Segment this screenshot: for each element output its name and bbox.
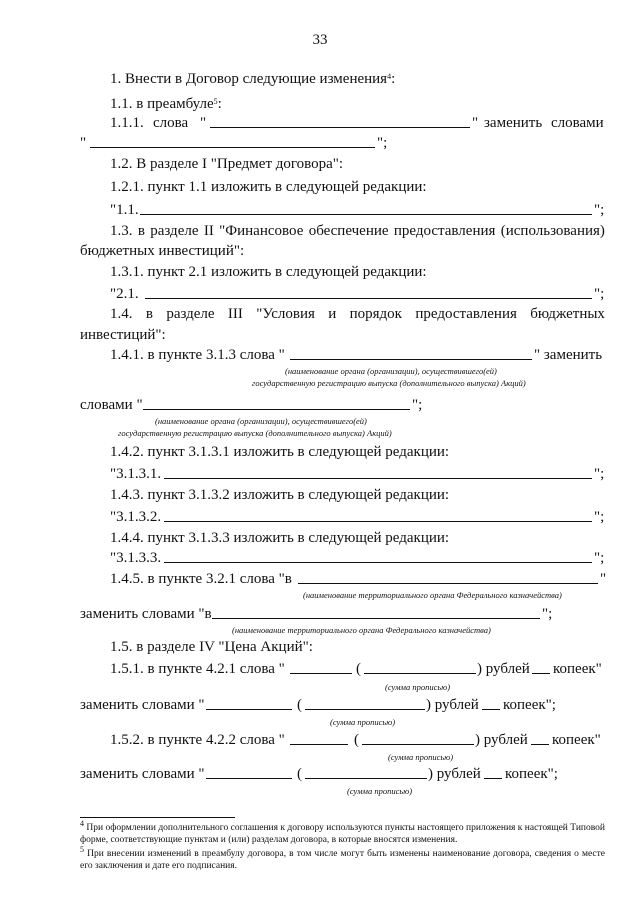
blank-1-1 — [140, 214, 592, 215]
caption-org-1: (наименование органа (организации), осуществившего(ей) — [285, 366, 497, 376]
item-1-5-1-text: 1.5.1. в пункте 4.2.1 слова " — [110, 661, 285, 677]
item-1-4-3 — [110, 486, 449, 504]
quote-open — [200, 114, 206, 132]
item-1-4-1-b — [80, 396, 143, 414]
item-1-3-1 — [110, 263, 427, 281]
item-1-3 — [110, 222, 605, 240]
item-1-1-colon: : — [217, 96, 222, 112]
footnote-5 — [80, 845, 606, 872]
blank-kopecks-1 — [532, 673, 550, 674]
blank-amount-4 — [206, 778, 292, 779]
kopecks-3-text: копеек" — [552, 732, 601, 748]
item-1-4-4-end — [594, 549, 604, 567]
paren-4 — [297, 765, 302, 783]
item-1-4-5-end-char: " — [600, 571, 607, 587]
quote-open-2-char: " — [80, 135, 87, 151]
blank-words-4 — [305, 778, 427, 779]
item-1-3-1-text: 1.3.1. пункт 2.1 изложить в следующей редакции: — [110, 264, 427, 280]
blank-2-1 — [145, 298, 592, 299]
item-1-3-1-value — [110, 285, 139, 303]
item-1-1-1-words: слова — [153, 115, 189, 131]
item-1-5-2-text: 1.5.2. в пункте 4.2.2 слова " — [110, 732, 285, 748]
caption-org-2: государственную регистрацию выпуска (дополнительного выпуска) Акций) — [252, 378, 526, 388]
item-1-4 — [110, 305, 605, 323]
caption-org-4: государственную регистрацию выпуска (дополнительного выпуска) Акций) — [118, 428, 392, 438]
item-1-3-1-end — [594, 285, 604, 303]
blank-old-words — [210, 127, 470, 128]
item-1-4-2-text: 1.4.2. пункт 3.1.3.1 изложить в следующей редакции: — [110, 444, 450, 460]
item-1-text: 1. Внести в Договор следующие изменения — [110, 71, 388, 87]
blank-org-new — [143, 409, 410, 410]
item-1-4-2 — [110, 443, 449, 461]
footnote-4-mark: 4 — [80, 819, 84, 828]
item-1-4-1-b-end — [412, 396, 422, 414]
kopecks-4-text: копеек"; — [505, 766, 558, 782]
item-1-4-1-b-end-text: "; — [412, 397, 423, 413]
item-1 — [110, 70, 395, 88]
blank-treasury-old — [298, 583, 598, 584]
item-1-colon: : — [391, 71, 396, 87]
item-1-4-5-b — [80, 605, 212, 623]
item-1-1-1-num: 1.1.1. — [110, 115, 144, 131]
item-1-5 — [110, 638, 313, 656]
rubles-4 — [428, 765, 481, 783]
paren-2-char: ( — [297, 697, 302, 713]
footnote-ref-5: 5 — [213, 97, 218, 106]
item-1-3-1-prefix: "2.1. — [110, 286, 139, 302]
w4: III — [227, 306, 243, 322]
w6: и — [328, 306, 337, 322]
item-1-2-1-value — [110, 201, 139, 219]
blank-kopecks-3 — [531, 744, 549, 745]
kopecks-2-text: копеек"; — [503, 697, 556, 713]
item-1-4-4-text: 1.4.4. пункт 3.1.3.3 изложить в следующей редакции: — [110, 530, 450, 546]
item-1-5-2-b — [80, 765, 205, 783]
quote-open-2 — [80, 134, 86, 152]
item-1-2 — [110, 155, 343, 173]
footnote-divider — [80, 817, 235, 818]
blank-3-1-3-2 — [164, 521, 592, 522]
item-1-4-2-value — [110, 465, 161, 483]
w8: предоставления — [415, 306, 517, 322]
item-1-2-1-prefix: "1.1. — [110, 202, 139, 218]
item-1-4-5-b-end-char: "; — [542, 606, 553, 622]
w3: разделе — [150, 223, 199, 239]
w8: (использования) — [500, 223, 605, 239]
rubles-2-text: ) рублей — [426, 697, 479, 713]
footnote-5-mark: 5 — [80, 845, 84, 854]
item-1-5-1-b-text: заменить словами " — [80, 697, 205, 713]
item-1-3-cont — [80, 242, 244, 260]
item-1-1-1-b — [153, 114, 188, 132]
item-1-4-1-b-text: словами " — [80, 397, 143, 413]
paren-2 — [297, 696, 302, 714]
item-1-4-4-prefix: "3.1.3.3. — [110, 550, 162, 566]
item-1-4-1-text: 1.4.1. в пункте 3.1.3 слова " — [110, 347, 285, 363]
item-1-5-2 — [110, 731, 285, 749]
item-1-5-1-b — [80, 696, 205, 714]
blank-amount-2 — [206, 709, 292, 710]
quote-close-2-char: "; — [377, 135, 388, 151]
item-1-4-1-end — [534, 346, 602, 364]
item-1-4-4-end-char: "; — [594, 550, 605, 566]
quote-close — [472, 114, 478, 132]
item-1-5-1 — [110, 660, 285, 678]
blank-org-old — [290, 359, 532, 360]
caption-sum-3: (сумма прописью) — [388, 752, 454, 762]
w1: 1.4. — [110, 306, 133, 322]
item-1-4-5-text: 1.4.5. в пункте 3.2.1 слова "в — [110, 571, 292, 587]
rubles-1 — [477, 660, 530, 678]
w1: 1.3. — [110, 223, 133, 239]
w7: порядок — [349, 306, 402, 322]
w5: "Условия — [256, 306, 315, 322]
quote-close-2 — [377, 134, 387, 152]
blank-new-words — [90, 147, 375, 148]
item-1-4-2-end-char: "; — [594, 466, 605, 482]
kopecks-1-text: копеек" — [553, 661, 602, 677]
w3: разделе — [166, 306, 215, 322]
item-1-4-5 — [110, 570, 292, 588]
item-1-4-3-prefix: "3.1.3.2. — [110, 509, 162, 525]
blank-3-1-3-3 — [164, 562, 592, 563]
rubles-3 — [475, 731, 528, 749]
paren-1-char: ( — [356, 661, 361, 677]
item-1-4-2-prefix: "3.1.3.1. — [110, 466, 162, 482]
item-1-4-3-text: 1.4.3. пункт 3.1.3.2 изложить в следующей редакции: — [110, 487, 450, 503]
item-1-2-1-end — [594, 201, 604, 219]
w2: в — [145, 306, 153, 322]
caption-treasury-1: (наименование территориального органа Федерального казначейства) — [303, 590, 562, 600]
replace-word-text: заменить — [484, 115, 543, 131]
item-1-4-4-value — [110, 549, 161, 567]
caption-org-3: (наименование органа (организации), осуществившего(ей) — [155, 416, 367, 426]
caption-treasury-2: (наименование территориального органа Федерального казначейства) — [232, 625, 491, 635]
w5: "Финансовое — [219, 223, 304, 239]
item-1-3-cont-text: бюджетных инвестиций": — [80, 243, 245, 259]
item-1-2-1-text: 1.2.1. пункт 1.1 изложить в следующей редакции: — [110, 179, 427, 195]
quote-open-char: " — [200, 115, 207, 131]
item-1-2-1-end-char: "; — [594, 202, 605, 218]
item-1-4-3-value — [110, 508, 161, 526]
item-1-3-1-end-char: "; — [594, 286, 605, 302]
footnote-4 — [80, 819, 605, 846]
blank-amount-3 — [290, 744, 348, 745]
paren-3-char: ( — [354, 732, 359, 748]
caption-sum-4: (сумма прописью) — [347, 786, 413, 796]
w4: II — [203, 223, 214, 239]
blank-words-1 — [364, 673, 476, 674]
blank-kopecks-4 — [484, 778, 502, 779]
quote-close-char: " — [472, 115, 479, 131]
item-1-4-5-b-end — [542, 605, 552, 623]
blank-words-2 — [305, 709, 425, 710]
kopecks-3 — [552, 731, 601, 749]
caption-sum-2: (сумма прописью) — [330, 717, 396, 727]
paren-4-char: ( — [297, 766, 302, 782]
blank-3-1-3-1 — [164, 478, 592, 479]
item-1-4-4 — [110, 529, 449, 547]
w2: в — [137, 223, 145, 239]
rubles-2 — [426, 696, 479, 714]
paren-3 — [354, 731, 359, 749]
footnote-5-text: При внесении изменений в преамбулу договора, в том числе могут быть изменены наименование договора, сведения о месте его заключения и дате его подписания. — [80, 849, 606, 871]
blank-treasury-new — [212, 618, 540, 619]
page-number: 33 — [312, 32, 328, 48]
item-1-4-1 — [110, 346, 285, 364]
item-1-4-5-end — [600, 570, 606, 588]
item-1-4-3-end — [594, 508, 604, 526]
blank-kopecks-2 — [482, 709, 500, 710]
footnote-ref-4: 4 — [387, 72, 392, 81]
w7: предоставления — [393, 223, 496, 239]
item-1-5-text: 1.5. в разделе IV "Цена Акций": — [110, 639, 313, 655]
replace-word — [484, 114, 542, 132]
item-1-4-2-end — [594, 465, 604, 483]
with-words — [551, 114, 604, 132]
kopecks-2 — [503, 696, 556, 714]
rubles-4-text: ) рублей — [428, 766, 481, 782]
item-1-1-text: 1.1. в преамбуле — [110, 96, 214, 112]
paren-1 — [356, 660, 361, 678]
caption-sum-1: (сумма прописью) — [385, 682, 451, 692]
footnote-4-text: При оформлении дополнительного соглашения к договору используются пункты настоящего приложения к настоящей Типовой форме, соответствующие пунктам и (или) разделам договора, в которые вносятся изменения. — [80, 823, 605, 845]
rubles-1-text: ) рублей — [477, 661, 530, 677]
blank-words-3 — [362, 744, 474, 745]
kopecks-1 — [553, 660, 602, 678]
item-1-4-cont-text: инвестиций": — [80, 327, 166, 343]
kopecks-4 — [505, 765, 558, 783]
rubles-3-text: ) рублей — [475, 732, 528, 748]
item-1-4-1-end-text: " заменить — [534, 347, 603, 363]
with-words-text: словами — [551, 115, 604, 131]
item-1-4-cont — [80, 326, 166, 344]
item-1-2-text: 1.2. В разделе I "Предмет договора": — [110, 156, 344, 172]
item-1-2-1 — [110, 178, 427, 196]
blank-amount-1 — [290, 673, 352, 674]
item-1-4-5-b-text: заменить словами "в — [80, 606, 212, 622]
w6: обеспечение — [308, 223, 389, 239]
item-1-1-1-a — [110, 114, 144, 132]
item-1-1 — [110, 95, 222, 113]
item-1-5-2-b-text: заменить словами " — [80, 766, 205, 782]
w9: бюджетных — [530, 306, 605, 322]
item-1-4-3-end-char: "; — [594, 509, 605, 525]
